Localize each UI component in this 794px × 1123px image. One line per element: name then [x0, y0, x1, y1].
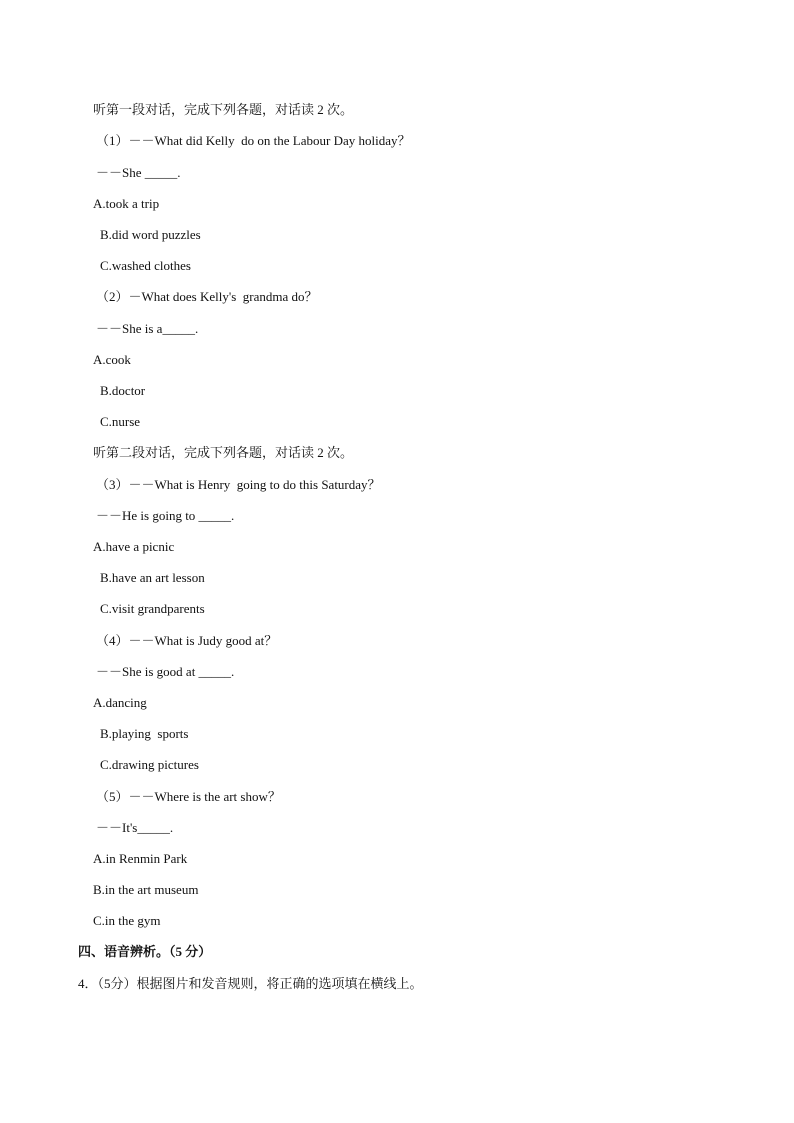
q1-question: （1）－－What did Kelly do on the Labour Day holiday？ — [96, 133, 411, 148]
q4-answer-stem: －－She is good at _____. — [96, 664, 235, 679]
part4-title: 四、语音辨析。（5 分） — [78, 944, 212, 959]
q1-option-a: A.took a trip — [93, 196, 160, 211]
q5-option-c: C.in the gym — [93, 913, 161, 928]
q2-option-c: C.nurse — [100, 414, 141, 429]
q4-question: （4）－－What is Judy good at？ — [96, 633, 278, 648]
q5-answer-stem: －－It's_____. — [96, 820, 174, 835]
q5-option-b: B.in the art museum — [93, 882, 199, 897]
q1-option-c: C.washed clothes — [100, 258, 191, 273]
section1-header: 听第一段对话，完成下列各题，对话读 2 次。 — [93, 102, 354, 117]
q5-option-a: A.in Renmin Park — [93, 851, 188, 866]
q4-option-c: C.drawing pictures — [100, 757, 199, 772]
q2-option-a: A.cook — [93, 352, 131, 367]
q5-question: （5）－－Where is the art show？ — [96, 789, 281, 804]
q1-option-b: B.did word puzzles — [100, 227, 201, 242]
q4-main-instruction: 4．（5分）根据图片和发音规则，将正确的选项填在横线上。 — [78, 976, 423, 991]
q2-question: （2）－What does Kelly's grandma do？ — [96, 289, 318, 304]
q3-answer-stem: －－He is going to _____. — [96, 508, 235, 523]
q2-option-b: B.doctor — [100, 383, 146, 398]
q3-question: （3）－－What is Henry going to do this Saturday？ — [96, 477, 381, 492]
q3-option-b: B.have an art lesson — [100, 570, 205, 585]
q3-option-a: A.have a picnic — [93, 539, 175, 554]
section2-header: 听第二段对话，完成下列各题，对话读 2 次。 — [93, 445, 354, 460]
q4-option-a: A.dancing — [93, 695, 147, 710]
q2-answer-stem: －－She is a_____. — [96, 321, 199, 336]
q1-answer-stem: －－She _____. — [96, 165, 181, 180]
q4-option-b: B.playing sports — [100, 726, 189, 741]
q3-option-c: C.visit grandparents — [100, 601, 205, 616]
